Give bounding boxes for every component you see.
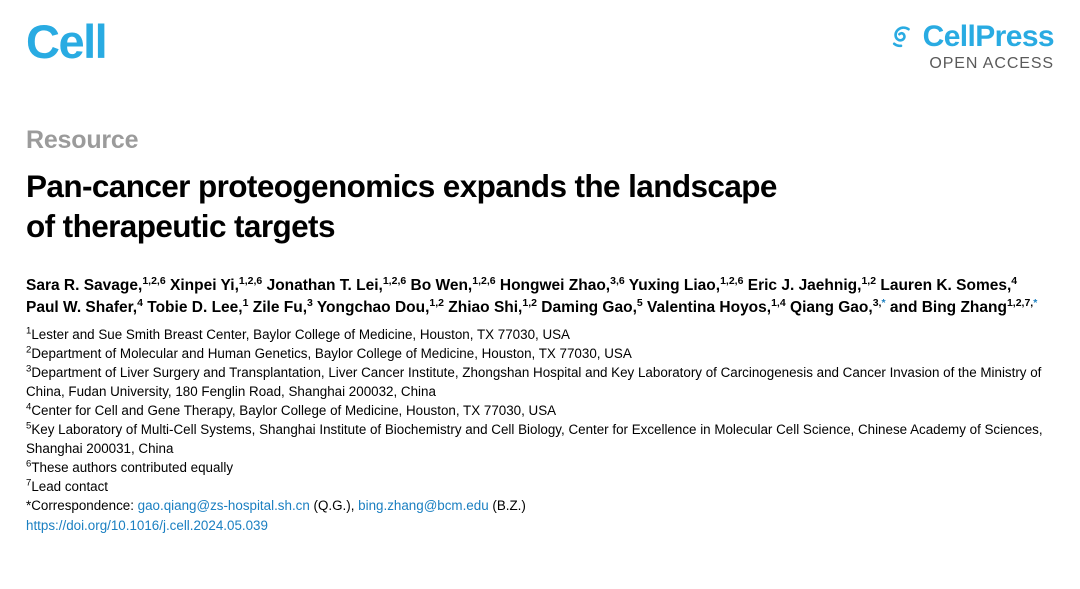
correspondence-separator-1: (Q.G.), <box>309 497 359 513</box>
journal-header <box>26 0 1054 96</box>
affiliation-item <box>26 363 1054 401</box>
affiliation-item <box>26 344 1054 363</box>
affiliation-item <box>26 420 1054 458</box>
affiliation-item <box>26 477 1054 496</box>
corresponding-email-2[interactable]: bing.zhang@bcm.edu <box>358 497 489 513</box>
page-title <box>26 166 1026 247</box>
affiliation-marker: 6 <box>26 458 32 470</box>
author-list: Sara R. Savage,$^{1,2,6}$ Xinpei Yi,$^{1,2,6}$ Jonathan T. Lei,$^{1,2,6}$ Bo Wen,$^{1,2,6}$ Hongwei Zhao,$^{3,6}$ Yuxing Liao,$^{1,2,6}$ Eric J. Jaehnig,$^{1,2}$ Lauren K. Somes,$^4$ Paul W. Shafer,$^4$ Tobie D. Lee,$^1$ Zile Fu,$^3$ Yongchao Dou,$^{1,2}$ Zhiao Shi,$^{1,2}$ Daming Gao,$^5$ Valentina Hoyos,$^{1,4}$ Qiang Gao,$^{3,*}$ and Bing Zhang$^{1,2,7,*}$ <box>26 274 1038 316</box>
affiliation-text: These authors contributed equally <box>31 459 234 475</box>
affiliation-item <box>26 401 1054 420</box>
affiliation-marker: 7 <box>26 477 32 489</box>
affiliation-marker: 3 <box>26 363 32 375</box>
affiliation-marker: 4 <box>26 401 32 413</box>
cell-press-wordmark: CellPress <box>922 20 1054 53</box>
affiliation-item <box>26 458 1054 477</box>
doi-link[interactable]: https://doi.org/10.1016/j.cell.2024.05.039 <box>26 517 268 533</box>
affiliation-text: Center for Cell and Gene Therapy, Baylor College of Medicine, Houston, TX 77030, USA <box>31 402 557 418</box>
affiliation-text: Key Laboratory of Multi-Cell Systems, Shanghai Institute of Biochemistry and Cell Biology, Center for Excellence in Molecular Cell Science, Chinese Academy of Sciences, Shanghai 200031, China <box>26 421 1043 456</box>
affiliation-marker: 5 <box>26 420 32 432</box>
affiliation-text: Lester and Sue Smith Breast Center, Baylor College of Medicine, Houston, TX 77030, USA <box>31 326 570 342</box>
open-access-label: OPEN ACCESS <box>929 55 1054 72</box>
affiliation-text: Lead contact <box>31 478 109 494</box>
affiliation-marker: 1 <box>26 325 32 337</box>
affiliation-text: Department of Molecular and Human Genetics, Baylor College of Medicine, Houston, TX 77030, USA <box>31 345 632 361</box>
title-line-2: of therapeutic targets <box>26 208 335 245</box>
affiliation-item <box>26 325 1054 344</box>
title-line-1: Pan-cancer proteogenomics expands the landscape <box>26 168 777 204</box>
affiliation-marker: 2 <box>26 344 32 356</box>
correspondence-line <box>26 496 1054 515</box>
correspondence-separator-2: (B.Z.) <box>488 497 526 513</box>
affiliation-list <box>26 325 1054 496</box>
article-type-label: Resource <box>26 126 139 154</box>
correspondence-prefix: *Correspondence: <box>26 497 138 513</box>
cell-journal-logo: Cell <box>26 15 107 68</box>
cell-press-row <box>886 22 1054 52</box>
corresponding-email-1[interactable]: gao.qiang@zs-hospital.sh.cn <box>137 497 310 513</box>
affiliation-text: Department of Liver Surgery and Transplantation, Liver Cancer Institute, Zhongshan Hospital and Key Laboratory of Carcinogenesis and Cancer Invasion of the Ministry of China, Fudan University, 180 Fenglin Road, Shanghai 200032, China <box>26 364 1042 399</box>
cell-press-swirl-icon <box>886 22 916 52</box>
cell-press-branding <box>886 22 1054 73</box>
